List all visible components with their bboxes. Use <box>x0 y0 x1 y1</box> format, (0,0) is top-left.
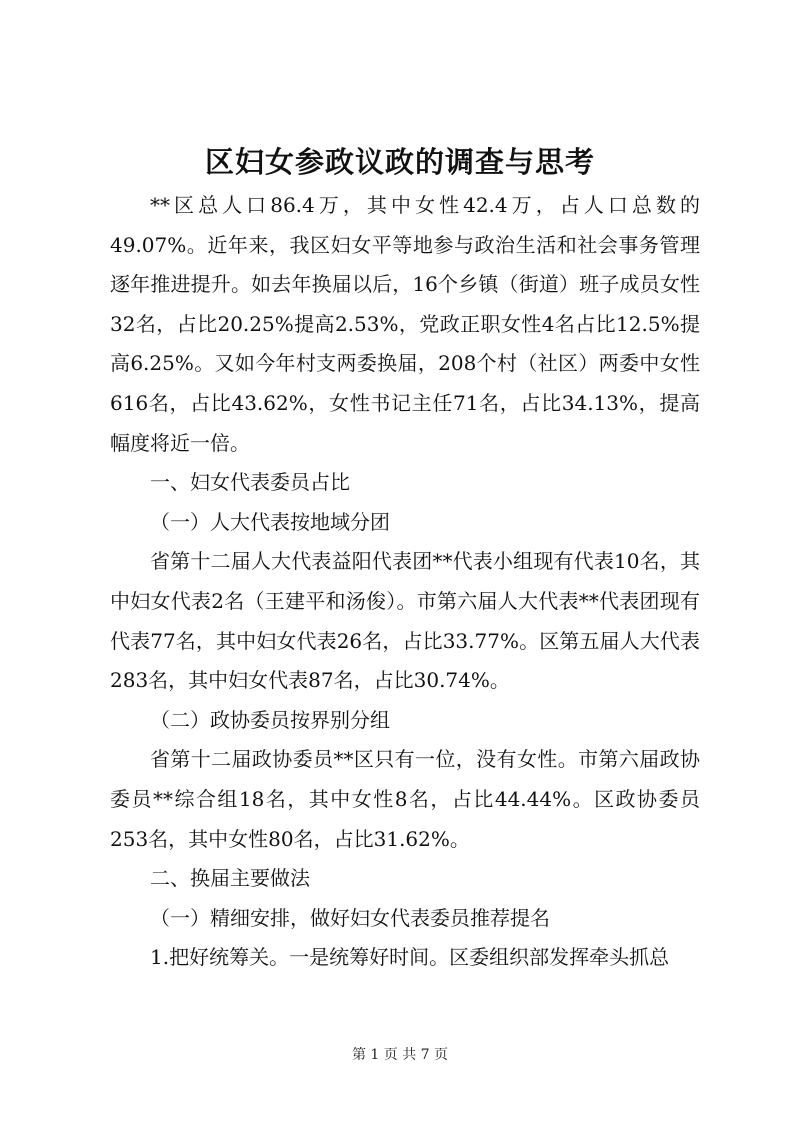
item-1-paragraph: 1.把好统筹关。一是统筹好时间。区委组织部发挥牵头抓总 <box>150 945 670 970</box>
subsection-heading-1-1: （一）人大代表按地域分团 <box>150 509 390 534</box>
intro-paragraph: **区总人口86.4万，其中女性42.4万，占人口总数的49.07%。近年来，我区妇女平等地参与政治生活和社会事务管理逐年推进提升。如去年换届以后，16个乡镇（街道）班子成员女性32名，占比20.25%提高2.53%，党政正职女性4名占比12.5%提高6.25%。又如今年村支两委换届，208个村（社区）两委中女性616名，占比43.62%，女性书记主任71名，占比34.13%，提高幅度将近一倍。 <box>110 193 700 455</box>
page-number-footer: 第 1 页 共 7 页 <box>351 1047 449 1063</box>
subsection-heading-1-2: （二）政协委员按界别分组 <box>150 707 390 732</box>
document-body <box>110 186 700 978</box>
section-heading-1: 一、妇女代表委员占比 <box>150 470 350 495</box>
cppcc-paragraph: 省第十二届政协委员**区只有一位，没有女性。市第六届政协委员**综合组18名，其中女性8名，占比44.44%。区政协委员253名，其中女性80名，占比31.62%。 <box>110 747 700 851</box>
section-heading-2: 二、换届主要做法 <box>150 866 310 891</box>
subsection-heading-2-1: （一）精细安排，做好妇女代表委员推荐提名 <box>150 905 550 930</box>
document-title: 区妇女参政议政的调查与思考 <box>204 145 595 179</box>
npc-paragraph: 省第十二届人大代表益阳代表团**代表小组现有代表10名，其中妇女代表2名（王建平和汤俊）。市第六届人大代表**代表团现有代表77名，其中妇女代表26名，占比33.77%。区第五届人大代表283名，其中妇女代表87名，占比30.74%。 <box>110 549 700 693</box>
